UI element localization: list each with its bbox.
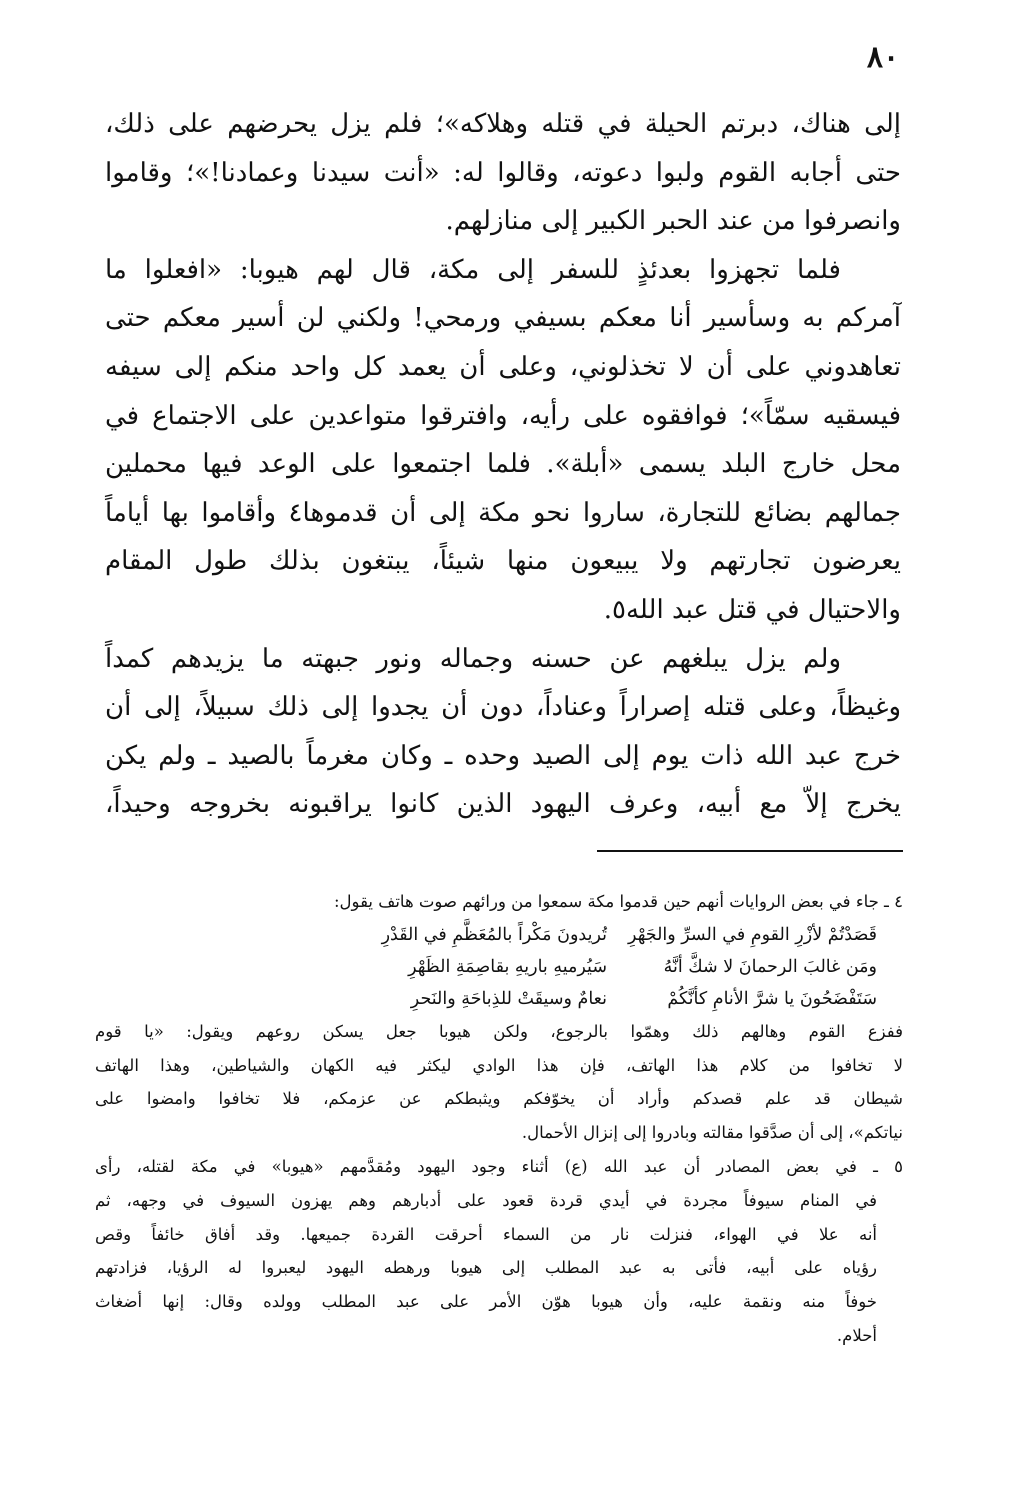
text-line: جمالهم بضائع للتجارة، ساروا نحو مكة إلى أن قدموها٤ وأقاموا بها أياماً bbox=[105, 497, 901, 528]
text-line: وانصرفوا من عند الحبر الكبير إلى منازلهم. bbox=[445, 206, 901, 237]
text-line: يعرضون تجارتهم ولا يبيعون منها شيئاً، يبتغون بذلك طول المقام bbox=[105, 546, 901, 577]
footnotes bbox=[95, 885, 903, 1353]
verse-hemistich: سَيُرميهِ باريهِ بقاصِمَةِ الظَهْرِ bbox=[408, 956, 607, 977]
verse-hemistich: سَتَفْضَحُونَ يا شرَّ الأنامِ كأنَّكُمْ bbox=[667, 988, 877, 1009]
text-line: ولم يزل يبلغهم عن حسنه وجماله ونور جبهته ما يزيدهم كمداً bbox=[105, 643, 842, 674]
footnote-line: لا تخافوا من كلام هذا الهاتف، فإن هذا الوادي ليكثر فيه الكهان والشياطين، وهذا الهاتف bbox=[95, 1055, 903, 1075]
poem-verse bbox=[95, 951, 903, 983]
text-line: وغيظاً، وعلى قتله إصراراً وعناداً، دون أن يجدوا إلى ذلك سبيلاً، إلى أن bbox=[105, 692, 901, 723]
text-line: فيسقيه سمّاً»؛ فوافقوه على رأيه، وافترقوا متواعدين على الاجتماع في bbox=[105, 400, 901, 431]
text-line: تعاهدوني على أن لا تخذلوني، وعلى أن يعمد كل واحد منكم إلى سيفه bbox=[105, 351, 901, 382]
text-line: والاحتيال في قتل عبد الله٥. bbox=[603, 594, 901, 625]
footnote-line: نياتكم»، إلى أن صدَّقوا مقالته وبادروا إلى إنزال الأحمال. bbox=[521, 1123, 903, 1143]
main-text bbox=[105, 100, 901, 829]
poem-verse bbox=[95, 919, 903, 951]
verse-hemistich: ومَن غالبَ الرحمانَ لا شكَّ أنَّهُ bbox=[663, 956, 877, 977]
footnote-line: شيطان قد علم قصدكم وأراد أن يخوّفكم ويثبطكم عن عزمكم، فلا تخافوا وامضوا على bbox=[95, 1089, 903, 1109]
page-number: ٨٠ bbox=[866, 40, 900, 75]
footnote-4-intro: ٤ ـ جاء في بعض الروايات أنهم حين قدموا مكة سمعوا من ورائهم صوت هاتف يقول: bbox=[334, 892, 903, 911]
poem-verse bbox=[95, 983, 903, 1015]
text-line: إلى هناك، دبرتم الحيلة في قتله وهلاكه»؛ فلم يزل يحرضهم على ذلك، bbox=[105, 109, 901, 139]
text-line: يخرج إلاّ مع أبيه، وعرف اليهود الذين كانوا يراقبونه بخروجه وحيداً، bbox=[105, 789, 901, 820]
footnote-5-line: ٥ ـ في بعض المصادر أن عبد الله (ع) أثناء وجود اليهود ومُقدَّمهم «هيوبا» في مكة لقتله، رأى bbox=[95, 1156, 903, 1176]
verse-hemistich: قَصَدْتُمْ لأزْرِ القومِ في السرِّ والجَهْرِ bbox=[628, 924, 877, 945]
footnote-line: أحلام. bbox=[836, 1325, 877, 1345]
footnote-line: أنه علا في الهواء، فنزلت نار من السماء أحرقت القردة جميعها. وقد أفاق خائفاً وقص bbox=[95, 1224, 877, 1244]
footnote-line: ففزع القوم وهالهم ذلك وهمّوا بالرجوع، ولكن هيوبا جعل يسكن روعهم ويقول: «يا قوم bbox=[95, 1021, 903, 1041]
verse-hemistich: تُريدونَ مَكْراً بالمُعَظَّمِ في القَدْرِ bbox=[381, 924, 607, 945]
text-line: فلما تجهزوا بعدئذٍ للسفر إلى مكة، قال لهم هيوبا: «افعلوا ما bbox=[105, 254, 841, 285]
footnote-line: في المنام سيوفاً مجردة في أيدي قردة قعود على أدبارهم وهم يهزون السيوف في وجهه، ثم bbox=[95, 1190, 877, 1210]
footnote-line: خوفاً منه ونقمة عليه، وأن هيوبا هوّن الأمر على عبد المطلب وولده وقال: إنها أضغاث bbox=[95, 1292, 877, 1312]
verse-hemistich: نعامٌ وسيقَتْ للذِباحَةِ والنَحرِ bbox=[410, 988, 607, 1009]
text-line: حتى أجابه القوم ولبوا دعوته، وقالوا له: «أنت سيدنا وعمادنا!»؛ وقاموا bbox=[105, 157, 901, 188]
text-line: محل خارج البلد يسمى «أبلة». فلما اجتمعوا على الوعد فيها محملين bbox=[105, 449, 901, 480]
text-line: خرج عبد الله ذات يوم إلى الصيد وحده ـ وكان مغرماً بالصيد ـ ولم يكن bbox=[105, 740, 901, 771]
text-line: آمركم به وسأسير أنا معكم بسيفي ورمحي! ولكني لن أسير معكم حتى bbox=[105, 303, 901, 334]
footnote-line: رؤياه على أبيه، فأتى به عبد المطلب إلى هيوبا ورهطه اليهود ليعبروا له الرؤيا، فزادتهم bbox=[95, 1258, 877, 1278]
footnote-separator bbox=[597, 850, 903, 852]
